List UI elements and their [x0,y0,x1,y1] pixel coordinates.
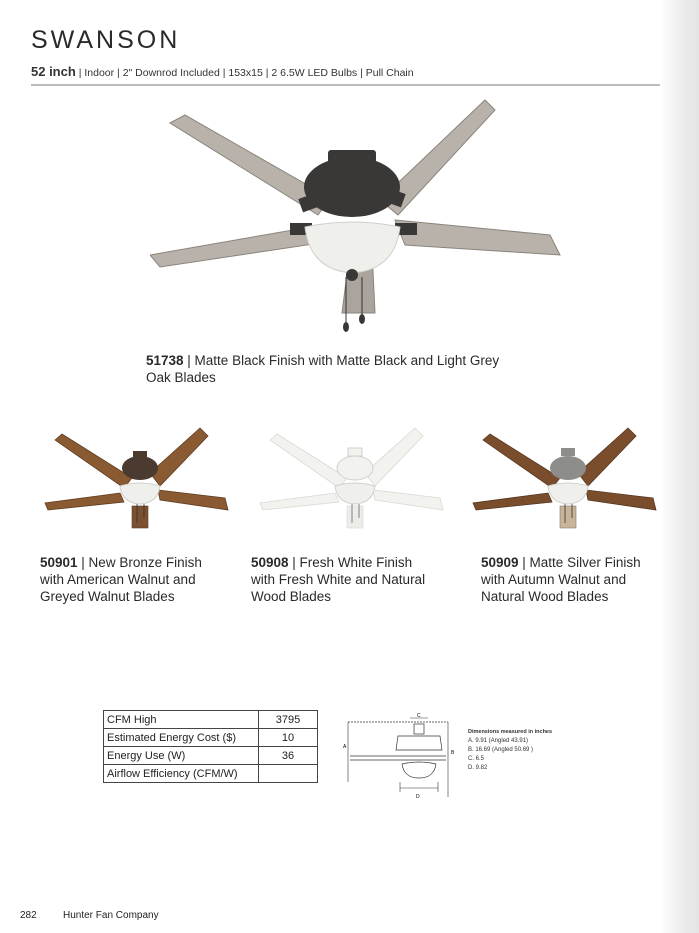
energy-spec-table [103,710,318,783]
product-caption-51738 [146,352,566,386]
table-row [104,729,318,747]
product-code: 50908 [251,555,289,570]
spec-label: CFM High [104,711,259,729]
table-row [104,765,318,783]
header-divider [31,84,660,86]
dimension-letter-d: D [416,794,420,800]
product-desc-line2: with Autumn Walnut and [481,572,627,587]
product-desc: | Fresh White Finish [288,555,413,570]
dimension-heading: Dimensions measured in inches [468,729,553,735]
product-desc-line2: Oak Blades [146,370,216,385]
product-desc: | Matte Black Finish with Matte Black and Light Grey [183,353,500,368]
product-caption-50909 [481,554,661,605]
dimension-c: C. 6.5 [468,756,485,762]
size-label: 52 inch [31,64,76,79]
dimension-letter-a: A [343,744,347,750]
product-desc-line3: Greyed Walnut Blades [40,589,175,604]
fan-image-50908 [255,418,450,533]
spec-value: 3795 [259,711,318,729]
table-row [104,711,318,729]
product-desc-line2: with American Walnut and [40,572,196,587]
product-desc: | New Bronze Finish [77,555,202,570]
spec-label: Energy Use (W) [104,747,259,765]
dimension-letter-c: C [417,713,421,719]
product-desc-line2: with Fresh White and Natural [251,572,426,587]
spec-value [259,765,318,783]
dimension-b: B. 16.69 (Angled 50.69 ) [468,747,534,753]
page-edge-shadow [660,0,699,933]
page-number: 282 [20,910,37,921]
product-desc-line3: Natural Wood Blades [481,589,609,604]
product-code: 51738 [146,353,184,368]
product-caption-50908 [251,554,471,605]
product-desc: | Matte Silver Finish [518,555,641,570]
dimension-notes [468,728,552,773]
spec-line: | Indoor | 2" Downrod Included | 153x15 | 2 6.5W LED Bulbs | Pull Chain [75,67,414,79]
fan-image-50901 [40,418,235,533]
dimension-diagram [340,712,462,802]
dimension-letter-b: B [451,750,455,756]
company-name: Hunter Fan Company [63,910,159,921]
product-caption-50901 [40,554,250,605]
fan-image-51738 [150,95,570,340]
dimension-d: D. 9.82 [468,765,488,771]
blade [395,220,560,255]
dimension-a: A. 9.91 (Angled 43.91) [468,738,529,744]
product-code: 50901 [40,555,78,570]
spec-label: Estimated Energy Cost ($) [104,729,259,747]
product-code: 50909 [481,555,519,570]
spec-label: Airflow Efficiency (CFM/W) [104,765,259,783]
product-title: SWANSON [31,26,181,54]
spec-value: 10 [259,729,318,747]
fan-image-50909 [468,418,663,533]
spec-value: 36 [259,747,318,765]
product-desc-line3: Wood Blades [251,589,332,604]
product-subtitle [31,64,414,79]
table-row [104,747,318,765]
